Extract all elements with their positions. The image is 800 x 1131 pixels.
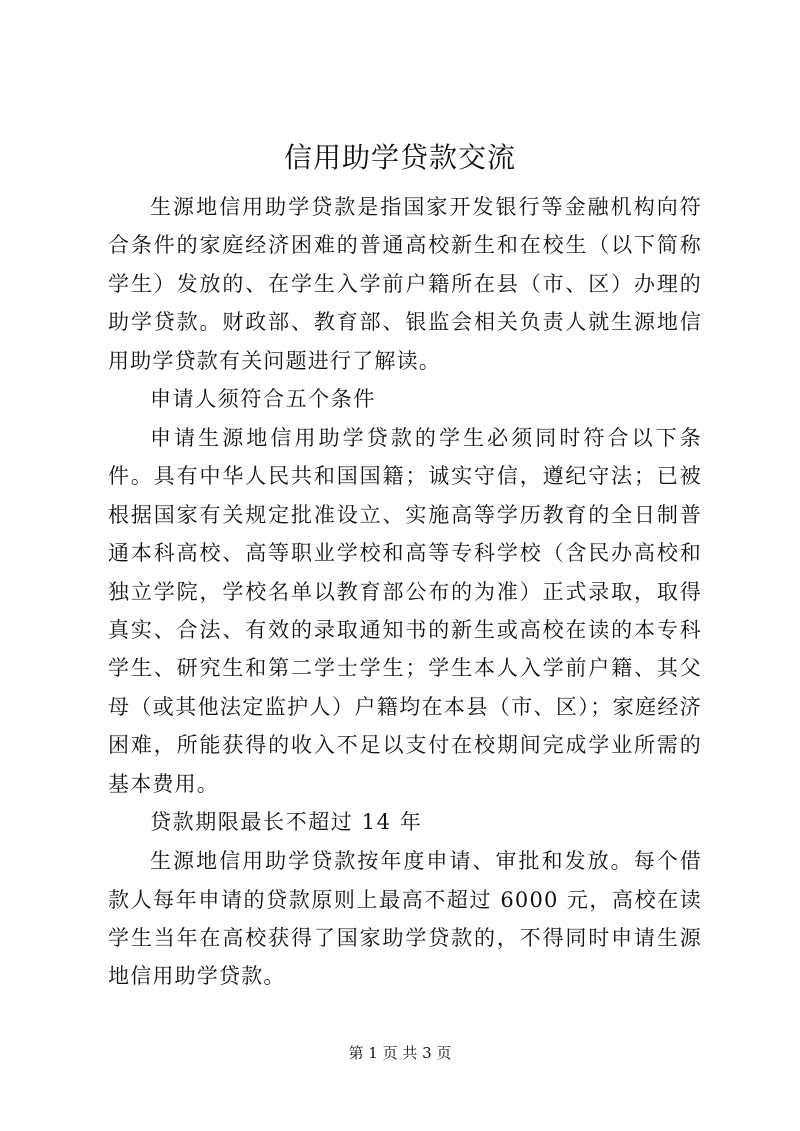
- document-title: 信用助学贷款交流: [283, 141, 516, 174]
- document-body: [108, 188, 702, 996]
- page-number: 第 1 页 共 3 页: [348, 1044, 452, 1062]
- paragraph-loan-term: 生源地信用助学贷款按年度申请、审批和发放。每个借款人每年申请的贷款原则上最高不超过 6000 元，高校在读学生当年在高校获得了国家助学贷款的，不得同时申请生源地信用助学贷款。: [108, 849, 702, 989]
- page-footer: [0, 1043, 800, 1063]
- section-heading-loan-term: 贷款期限最长不超过 14 年: [150, 810, 423, 835]
- section-heading-conditions: 申请人须符合五个条件: [150, 387, 376, 412]
- paragraph-intro: 生源地信用助学贷款是指国家开发银行等金融机构向符合条件的家庭经济困难的普通高校新生和在校生（以下简称学生）发放的、在学生入学前户籍所在县（市、区）办理的助学贷款。财政部、教育部、银监会相关负责人就生源地信用助学贷款有关问题进行了解读。: [108, 195, 702, 373]
- paragraph-conditions: 申请生源地信用助学贷款的学生必须同时符合以下条件。具有中华人民共和国国籍；诚实守信，遵纪守法；已被根据国家有关规定批准设立、实施高等学历教育的全日制普通本科高校、高等职业学校和高等专科学校（含民办高校和独立学院，学校名单以教育部公布的为准）正式录取，取得真实、合法、有效的录取通知书的新生或高校在读的本专科学生、研究生和第二学士学生；学生本人入学前户籍、其父母（或其他法定监护人）户籍均在本县（市、区）；家庭经济困难，所能获得的收入不足以支付在校期间完成学业所需的基本费用。: [108, 426, 702, 796]
